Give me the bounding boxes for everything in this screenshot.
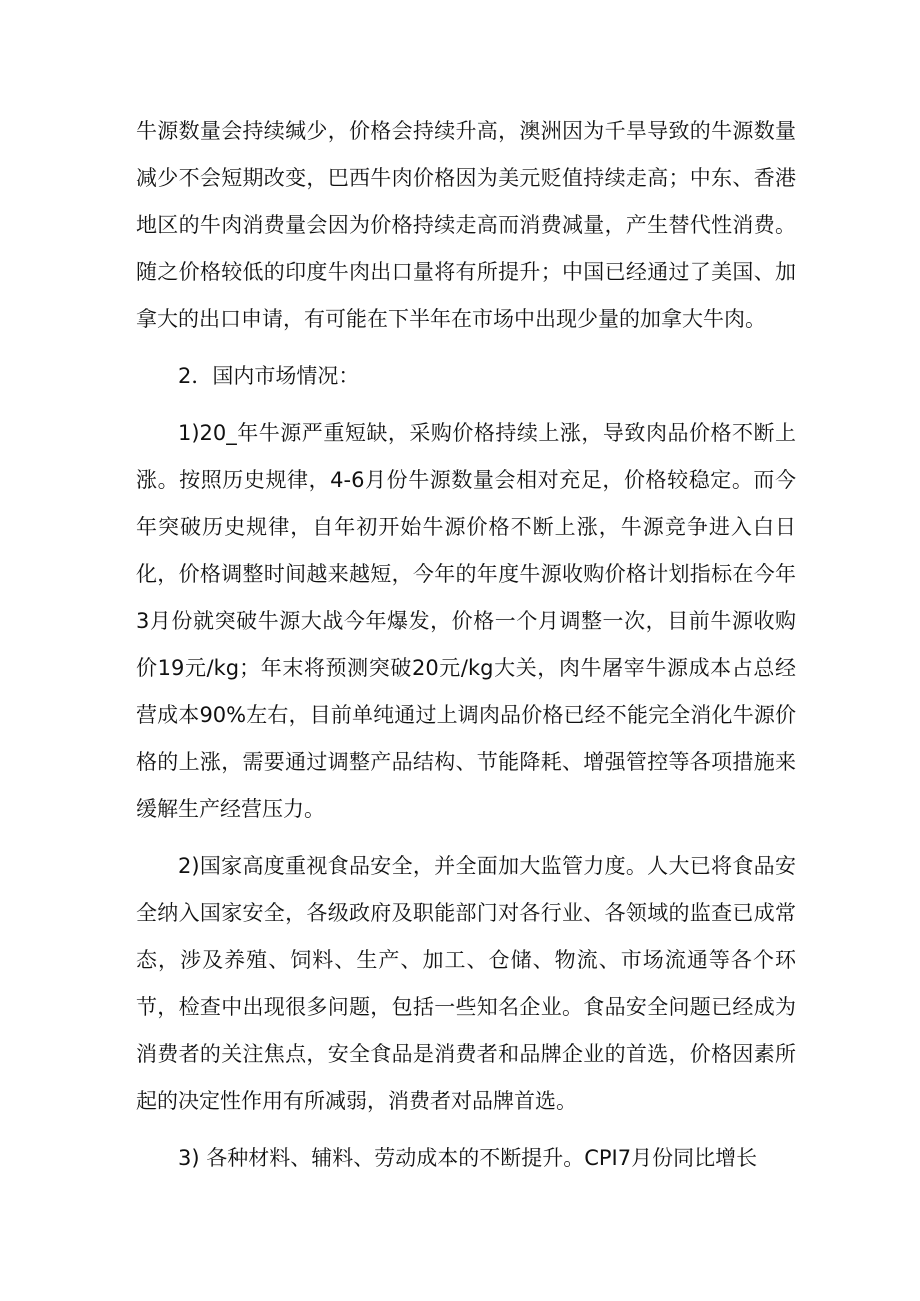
section-heading-domestic-market: 2．国内市场情况： — [178, 364, 360, 388]
paragraph-world-market-continued: 牛源数量会持续缄少，价格会持续升高，澳洲因为千旱导致的牛源数量减少不会短期改变，巴西牛肉价格因为美元贬值持续走高；中东、香港地区的牛肉消费量会因为价格持续走高而消费减量，产生替代性消费。随之价格较低的印度牛肉出口量将有所提升；中国已经通过了美国、加拿大的出口申请，有可能在下半年在市场中出现少量的加拿大牛肉。 — [136, 119, 796, 331]
document-body — [136, 108, 796, 1182]
paragraph-food-safety: 2)国家高度重视食品安全，并全面加大监管力度。人大已将食品安全纳入国家安全，各级政府及职能部门对各行业、各领域的监查已成常态，涉及养殖、饲料、生产、加工、仓储、物流、市场流通等各个环节，检查中出现很多问题，包括一些知名企业。食品安全问题已经成为消费者的关注焦点，安全食品是消费者和品牌企业的首选，价格因素所起的决定性作用有所减弱，消费者对品牌首选。 — [136, 854, 796, 1113]
paragraph-cattle-source-shortage: 1)20_年牛源严重短缺，采购价格持续上涨，导致肉品价格不断上涨。按照历史规律，4-6月份牛源数量会相对充足，价格较稳定。而今年突破历史规律，自年初开始牛源价格不断上涨，牛源竞争进入白日化，价格调整时间越来越短，今年的年度牛源收购价格计划指标在今年3月份就突破牛源大战今年爆发，价格一个月调整一次，目前牛源收购价19元/kg；年末将预测突破20元/kg大关，肉牛屠宰牛源成本占总经营成本90%左右，目前单纯通过上调肉品价格已经不能完全消化牛源价格的上涨，需要通过调整产品结构、节能降耗、增强管控等各项措施来缓解生产经营压力。 — [136, 421, 796, 821]
paragraph-material-costs: 3) 各种材料、辅料、劳动成本的不断提升。CPI7月份同比增长 — [178, 1146, 758, 1170]
